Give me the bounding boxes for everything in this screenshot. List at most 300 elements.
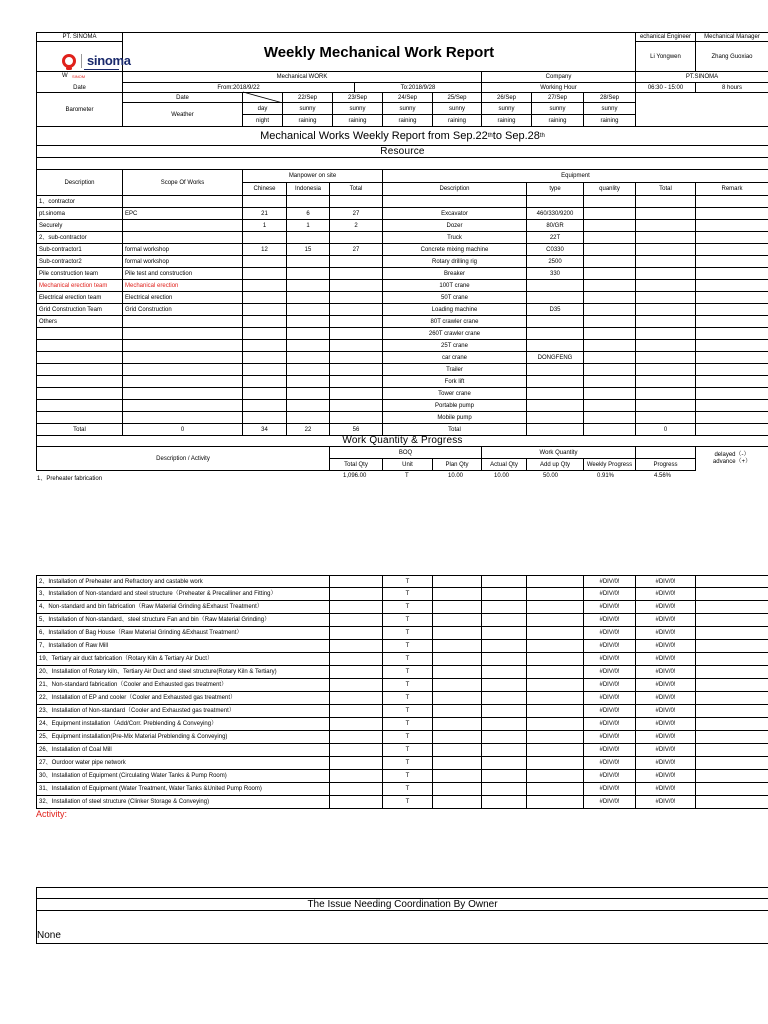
activity-total-qty (330, 796, 383, 809)
resource-desc: Securely (36, 220, 123, 232)
equipment-remark (696, 196, 768, 208)
equipment-desc: 50T crane (383, 292, 527, 304)
delayed-advance (696, 447, 768, 471)
equipment-type: 460/330/9200 (527, 208, 584, 220)
weekly-report-heading (36, 127, 768, 146)
coordination-value: None (37, 930, 61, 941)
equipment-remark (696, 244, 768, 256)
resource-chinese (243, 364, 287, 376)
resource-chinese (243, 292, 287, 304)
total-eq-qty (584, 424, 636, 436)
activity-remark (696, 744, 768, 757)
equipment-total (636, 376, 696, 388)
activity-desc: 32、Installation of steel structure (Clinker Storage & Conveying) (36, 796, 330, 809)
activity-remark (696, 770, 768, 783)
activity-actual-qty (482, 783, 527, 796)
activity-unit: T (383, 640, 433, 653)
col-eq-total: Total (636, 183, 696, 196)
progress-section: Work Quantity & Progress (36, 436, 768, 447)
resource-chinese (243, 328, 287, 340)
activity-progress: #DIV/0! (636, 575, 696, 588)
resource-total (330, 232, 383, 244)
activity-actual-qty (482, 718, 527, 731)
equipment-total (636, 388, 696, 400)
resource-indonesia (287, 340, 330, 352)
resource-total: 2 (330, 220, 383, 232)
equipment-remark (696, 388, 768, 400)
activity-unit: T (405, 473, 409, 479)
working-hour-value: 06:30 - 15:00 (636, 83, 696, 93)
activity-unit: T (383, 679, 433, 692)
resource-indonesia (287, 316, 330, 328)
resource-chinese (243, 388, 287, 400)
resource-total (330, 388, 383, 400)
activity-remark (696, 731, 768, 744)
activity-unit: T (383, 653, 433, 666)
activity-desc: 27、Ourdoor water pipe network (36, 757, 330, 770)
weather-day: sunny (383, 103, 433, 115)
equipment-type (527, 292, 584, 304)
resource-total: 27 (330, 208, 383, 220)
activity-add-up-qty: 50.00 (543, 473, 559, 479)
resource-indonesia (287, 388, 330, 400)
activity-add-up-qty (527, 757, 584, 770)
col-type: type (527, 183, 584, 196)
equipment-qty (584, 280, 636, 292)
equipment-remark (696, 328, 768, 340)
resource-chinese (243, 400, 287, 412)
equipment-desc: Fork lift (383, 376, 527, 388)
resource-desc: Electrical erection team (36, 292, 123, 304)
col-eq-description: Description (383, 183, 527, 196)
total-label: Total (36, 424, 123, 436)
logo-sub-red-text: SINOM (72, 74, 86, 79)
equipment-remark (696, 400, 768, 412)
boq-header: BOQ (330, 447, 482, 459)
resource-indonesia (287, 304, 330, 316)
equipment-qty (584, 244, 636, 256)
equipment-desc: Loading machine (383, 304, 527, 316)
equipment-qty (584, 400, 636, 412)
equipment-desc: 80T crawler crane (383, 316, 527, 328)
resource-indonesia (287, 196, 330, 208)
activity-remark (696, 653, 768, 666)
resource-desc: Sub-contractor2 (36, 256, 123, 268)
company-cell: PT. SINOMA (36, 32, 123, 42)
activity-add-up-qty (527, 705, 584, 718)
activity-remark (696, 575, 768, 588)
activity-progress: #DIV/0! (636, 770, 696, 783)
resource-scope (123, 376, 243, 388)
activity-total-qty (330, 705, 383, 718)
activity-progress: 4.56% (654, 473, 672, 479)
equipment-desc: Truck (383, 232, 527, 244)
activity-actual-qty (482, 627, 527, 640)
equipment-total (636, 316, 696, 328)
activity-plan-qty (433, 679, 482, 692)
activity-plan-qty (433, 666, 482, 679)
activity-actual-qty (482, 770, 527, 783)
activity-actual-qty (482, 666, 527, 679)
equipment-type (527, 340, 584, 352)
resource-total (330, 268, 383, 280)
resource-chinese: 1 (243, 220, 287, 232)
resource-total: 27 (330, 244, 383, 256)
col-unit: Unit (383, 459, 433, 471)
activity-weekly: #DIV/0! (584, 692, 636, 705)
sinoma-mark-icon (62, 54, 76, 68)
activity-remark (696, 757, 768, 770)
resource-scope (123, 388, 243, 400)
equipment-remark (696, 232, 768, 244)
equipment-total (636, 304, 696, 316)
coordination-spacer (36, 887, 768, 899)
activity-remark (696, 679, 768, 692)
weather-date: 27/Sep (532, 93, 584, 103)
equipment-remark (696, 340, 768, 352)
resource-desc (36, 388, 123, 400)
work-quantity-header: Work Quantity (482, 447, 636, 459)
weather-night: raining (532, 115, 584, 127)
resource-chinese (243, 412, 287, 424)
activity-unit: T (383, 705, 433, 718)
activity-desc: 7、Installation of Raw Mill (36, 640, 330, 653)
equipment-type (527, 364, 584, 376)
activity-progress: #DIV/0! (636, 718, 696, 731)
activity-actual-qty (482, 744, 527, 757)
equipment-total (636, 196, 696, 208)
activity-desc: 3、Installation of Non-standard and steel structure（Preheater & Precalliner and Fitting） (36, 588, 330, 601)
resource-indonesia (287, 328, 330, 340)
resource-total (330, 292, 383, 304)
equipment-total (636, 232, 696, 244)
activity-add-up-qty (527, 640, 584, 653)
activity-unit: T (383, 666, 433, 679)
activity-desc: 23、Installation of Non-standard（Cooler and Exhausted gas treatment） (36, 705, 330, 718)
activity-unit: T (383, 796, 433, 809)
activity-weekly: #DIV/0! (584, 770, 636, 783)
equipment-type: 80/GR (527, 220, 584, 232)
activity-add-up-qty (527, 614, 584, 627)
progress-blank (636, 447, 696, 459)
from-date: From:2018/9/22 (123, 83, 355, 93)
resource-total (330, 304, 383, 316)
activity-actual-qty (482, 679, 527, 692)
equipment-total (636, 400, 696, 412)
resource-scope: formal workshop (123, 244, 243, 256)
activity-weekly: #DIV/0! (584, 744, 636, 757)
activity-total-qty (330, 666, 383, 679)
activity-progress: #DIV/0! (636, 601, 696, 614)
equipment-qty (584, 352, 636, 364)
activity-total-qty (330, 718, 383, 731)
equipment-total (636, 220, 696, 232)
activity-actual-qty (482, 757, 527, 770)
resource-indonesia: 1 (287, 220, 330, 232)
equipment-remark (696, 412, 768, 424)
resource-indonesia (287, 268, 330, 280)
activity-weekly: #DIV/0! (584, 640, 636, 653)
role-manager: Mechanical Manager (696, 32, 768, 42)
equipment-qty (584, 256, 636, 268)
equipment-total (636, 364, 696, 376)
resource-desc (36, 400, 123, 412)
activity-remark (696, 666, 768, 679)
resource-indonesia (287, 412, 330, 424)
resource-total (330, 400, 383, 412)
resource-scope (123, 364, 243, 376)
activity-plan-qty: 10.00 (448, 473, 464, 479)
resource-chinese (243, 376, 287, 388)
col-indonesia: Indonesia (287, 183, 330, 196)
activity-plan-qty (433, 692, 482, 705)
date-row-label: Date (123, 93, 243, 103)
activity-actual-qty (482, 653, 527, 666)
resource-total (330, 280, 383, 292)
role-engineer: echanical Engineer (636, 32, 696, 42)
weather-day: sunny (433, 103, 482, 115)
weather-day: sunny (584, 103, 636, 115)
resource-total (330, 196, 383, 208)
equipment-desc: Rotary drilling rig (383, 256, 527, 268)
resource-scope (123, 328, 243, 340)
resource-total (330, 316, 383, 328)
activity-unit: T (383, 757, 433, 770)
activity-plan-qty (433, 588, 482, 601)
equipment-total (636, 412, 696, 424)
resource-chinese: 21 (243, 208, 287, 220)
resource-chinese: 12 (243, 244, 287, 256)
activity-plan-qty (433, 614, 482, 627)
activity-weekly: #DIV/0! (584, 666, 636, 679)
col-weekly-progress: Weekly Progress (584, 459, 636, 471)
equipment-qty (584, 316, 636, 328)
weather-date: 24/Sep (383, 93, 433, 103)
equipment-header: Equipment (383, 170, 768, 183)
col-total: Total (330, 183, 383, 196)
col-add-up-qty: Add up Qty (527, 459, 584, 471)
activity-unit: T (383, 588, 433, 601)
activity-desc: 1、Preheater fabrication (37, 476, 103, 482)
activity-plan-qty (433, 796, 482, 809)
resource-chinese (243, 196, 287, 208)
activity-desc: 19、Tertiary air duct fabrication（Rotary Kiln & Tertiary Air Duct） (36, 653, 330, 666)
resource-chinese (243, 340, 287, 352)
logo-underline (84, 69, 119, 70)
equipment-desc: Concrete mixing machine (383, 244, 527, 256)
activity-add-up-qty (527, 770, 584, 783)
equipment-desc: car crane (383, 352, 527, 364)
equipment-desc: 100T crane (383, 280, 527, 292)
resource-spacer (36, 158, 768, 170)
activity-weekly: #DIV/0! (584, 575, 636, 588)
activity-actual-qty (482, 731, 527, 744)
activity-progress: #DIV/0! (636, 705, 696, 718)
resource-scope: Grid Construction (123, 304, 243, 316)
activity-weekly: #DIV/0! (584, 783, 636, 796)
advance-label: advance（+） (712, 459, 752, 465)
logo-divider (81, 54, 82, 68)
equipment-remark (696, 280, 768, 292)
activity-unit: T (383, 718, 433, 731)
mechanical-work-label: Mechanical WORK (123, 72, 482, 83)
activity-weekly: #DIV/0! (584, 705, 636, 718)
resource-chinese (243, 256, 287, 268)
activity-remark (696, 601, 768, 614)
equipment-qty (584, 208, 636, 220)
equipment-desc: Breaker (383, 268, 527, 280)
activity-total-qty (330, 588, 383, 601)
resource-total (330, 412, 383, 424)
working-hour-label: Working Hour (482, 83, 636, 93)
activity-actual-qty (482, 640, 527, 653)
activity-plan-qty (433, 705, 482, 718)
resource-indonesia (287, 232, 330, 244)
activity-total-qty (330, 770, 383, 783)
activity-total-qty (330, 744, 383, 757)
activity-actual-qty (482, 588, 527, 601)
equipment-desc (383, 196, 527, 208)
resource-desc (36, 376, 123, 388)
equipment-total (636, 244, 696, 256)
resource-indonesia (287, 256, 330, 268)
activity-desc: 4、Non-standard and bin fabrication（Raw Material Grinding &Exhaust Treatment） (36, 601, 330, 614)
resource-scope: Mechanical erection (123, 280, 243, 292)
weather-night: raining (383, 115, 433, 127)
equipment-remark (696, 364, 768, 376)
equipment-type (527, 400, 584, 412)
activity-total-qty (330, 653, 383, 666)
equipment-type (527, 328, 584, 340)
resource-chinese (243, 268, 287, 280)
activity-unit: T (383, 627, 433, 640)
resource-desc: Sub-contractor1 (36, 244, 123, 256)
equipment-desc: Tower crane (383, 388, 527, 400)
activity-plan-qty (433, 601, 482, 614)
activity-remark (696, 588, 768, 601)
equipment-type: 2500 (527, 256, 584, 268)
resource-total (330, 256, 383, 268)
col-actual-qty: Actual Qty (482, 459, 527, 471)
equipment-qty (584, 328, 636, 340)
activity-progress: #DIV/0! (636, 627, 696, 640)
activity-total-qty (330, 601, 383, 614)
resource-desc (36, 340, 123, 352)
activity-add-up-qty (527, 744, 584, 757)
activity-total-qty (330, 783, 383, 796)
resource-scope: Electrical erection (123, 292, 243, 304)
total-eq-total: 0 (636, 424, 696, 436)
equipment-qty (584, 412, 636, 424)
resource-indonesia (287, 364, 330, 376)
activity-add-up-qty (527, 627, 584, 640)
activity-add-up-qty (527, 718, 584, 731)
equipment-remark (696, 352, 768, 364)
activity-weekly: #DIV/0! (584, 679, 636, 692)
equipment-desc: Portable pump (383, 400, 527, 412)
heading-sup-1: th (487, 133, 493, 139)
equipment-qty (584, 376, 636, 388)
activity-desc: 2、Installation of Preheater and Refractory and castable work (36, 575, 330, 588)
resource-indonesia: 15 (287, 244, 330, 256)
activity-add-up-qty (527, 796, 584, 809)
activity-add-up-qty (527, 575, 584, 588)
activity-weekly: 0.91% (597, 473, 615, 479)
activity-remark (696, 718, 768, 731)
activity-desc: 22、Installation of EP and cooler（Cooler and Exhausted gas treatment） (36, 692, 330, 705)
equipment-qty (584, 292, 636, 304)
activity-add-up-qty (527, 731, 584, 744)
resource-scope (123, 412, 243, 424)
resource-indonesia: 6 (287, 208, 330, 220)
equipment-desc: 25T crane (383, 340, 527, 352)
activity-progress: #DIV/0! (636, 614, 696, 627)
activity-total-qty (330, 731, 383, 744)
weather-night: raining (584, 115, 636, 127)
activity-progress: #DIV/0! (636, 588, 696, 601)
resource-chinese (243, 352, 287, 364)
equipment-remark (696, 220, 768, 232)
resource-indonesia (287, 400, 330, 412)
weather-label: Weather (123, 103, 243, 127)
resource-desc: Others (36, 316, 123, 328)
col-quantity: quanlity (584, 183, 636, 196)
equipment-total (636, 352, 696, 364)
total-scope: 0 (123, 424, 243, 436)
activity-plan-qty (433, 757, 482, 770)
company-label: Company (482, 72, 636, 83)
equipment-total (636, 292, 696, 304)
activity-unit: T (383, 744, 433, 757)
resource-chinese (243, 316, 287, 328)
activity-add-up-qty (527, 783, 584, 796)
resource-scope: EPC (123, 208, 243, 220)
resource-total (330, 340, 383, 352)
activity-remark (696, 640, 768, 653)
equipment-total (636, 208, 696, 220)
activity-progress: #DIV/0! (636, 783, 696, 796)
resource-scope (123, 340, 243, 352)
equipment-type: D35 (527, 304, 584, 316)
activity-remark (696, 627, 768, 640)
activity-desc: 24、Equipment installation（Add/Corr. Preblending & Conveying） (36, 718, 330, 731)
col-progress: Progress (636, 459, 696, 471)
activity-add-up-qty (527, 692, 584, 705)
resource-total (330, 328, 383, 340)
weather-night: raining (333, 115, 383, 127)
logo-sub-text: W (62, 73, 68, 79)
activity-progress: #DIV/0! (636, 653, 696, 666)
equipment-remark (696, 256, 768, 268)
weather-date: 28/Sep (584, 93, 636, 103)
col-activity: Description / Activity (36, 447, 330, 471)
activity-plan-qty (433, 744, 482, 757)
hours-value: 8 hours (696, 83, 768, 93)
coordination-title: The Issue Needing Coordination By Owner (36, 899, 768, 911)
logo-wordmark: sinoma (87, 53, 131, 68)
equipment-desc: Excavator (383, 208, 527, 220)
activity-desc: 26、Installation of Coal Mill (36, 744, 330, 757)
resource-chinese (243, 280, 287, 292)
equipment-desc: Trailer (383, 364, 527, 376)
activity-remark (696, 705, 768, 718)
report-title: Weekly Mechanical Work Report (123, 32, 636, 72)
activity-remark (696, 614, 768, 627)
activity-unit: T (383, 575, 433, 588)
activity-weekly: #DIV/0! (584, 627, 636, 640)
heading-sup-2: th (539, 133, 545, 139)
activity-actual-qty (482, 601, 527, 614)
